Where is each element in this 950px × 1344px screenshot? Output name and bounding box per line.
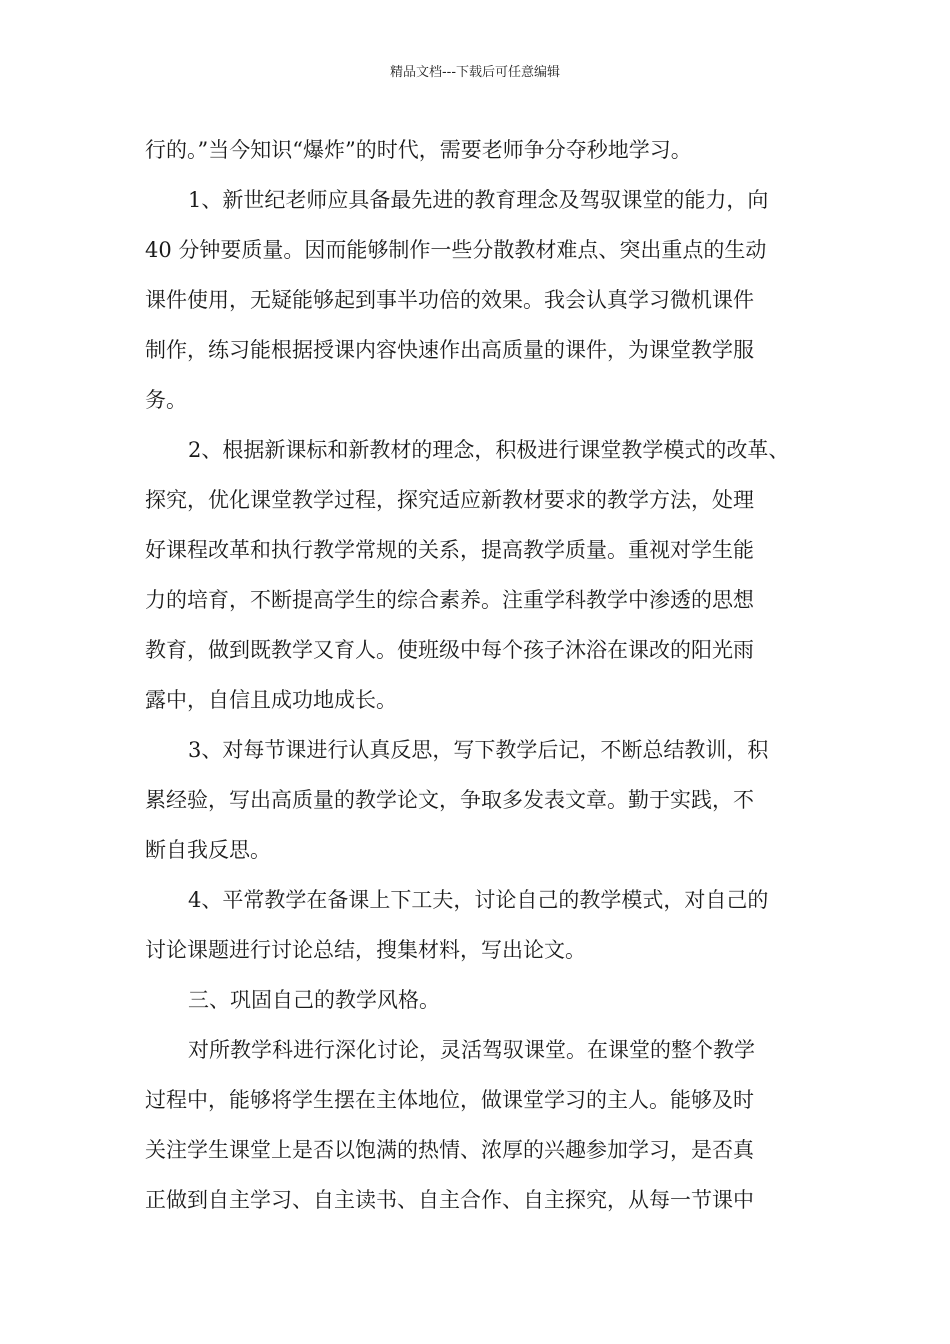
text-line: 对所教学科进行深化讨论，灵活驾驭课堂。在课堂的整个教学 (188, 1038, 755, 1062)
document-body (145, 130, 817, 1230)
text-line: 讨论课题进行讨论总结，搜集材料，写出论文。 (145, 938, 586, 962)
text-line: 3、对每节课进行认真反思，写下教学后记，不断总结教训，积 (188, 738, 769, 762)
text-line: 断自我反思。 (145, 838, 271, 862)
text-line: 制作，练习能根据授课内容快速作出高质量的课件，为课堂教学服 (145, 338, 754, 362)
text-line: 4、平常教学在备课上下工夫，讨论自己的教学模式，对自己的 (188, 888, 769, 912)
text-line: 力的培育，不断提高学生的综合素养。注重学科教学中渗透的思想 (145, 588, 754, 612)
text-line: 探究，优化课堂教学过程，探究适应新教材要求的教学方法，处理 (145, 488, 754, 512)
text-line: 40 分钟要质量。因而能够制作一些分散教材难点、突出重点的生动 (145, 238, 767, 262)
text-line: 行的。”当今知识“爆炸”的时代，需要老师争分夺秒地学习。 (145, 138, 692, 162)
text-line: 过程中，能够将学生摆在主体地位，做课堂学习的主人。能够及时 (145, 1088, 754, 1112)
text-line: 正做到自主学习、自主读书、自主合作、自主探究，从每一节课中 (145, 1188, 754, 1212)
text-line: 课件使用，无疑能够起到事半功倍的效果。我会认真学习微机课件 (145, 288, 754, 312)
text-line: 好课程改革和执行教学常规的关系，提高教学质量。重视对学生能 (145, 538, 754, 562)
text-line: 务。 (145, 388, 187, 412)
page-header: 精品文档---下载后可任意编辑 (389, 65, 561, 80)
text-line: 教育，做到既教学又育人。使班级中每个孩子沐浴在课改的阳光雨 (145, 638, 754, 662)
text-line: 关注学生课堂上是否以饱满的热情、浓厚的兴趣参加学习，是否真 (145, 1138, 754, 1162)
text-line: 1、新世纪老师应具备最先进的教育理念及驾驭课堂的能力，向 (188, 188, 769, 212)
text-line: 2、根据新课标和新教材的理念，积极进行课堂教学模式的改革、 (188, 438, 790, 462)
text-line: 累经验，写出高质量的教学论文，争取多发表文章。勤于实践，不 (145, 788, 754, 812)
text-line: 露中，自信且成功地成长。 (145, 688, 397, 712)
text-line: 三、巩固自己的教学风格。 (188, 988, 440, 1012)
